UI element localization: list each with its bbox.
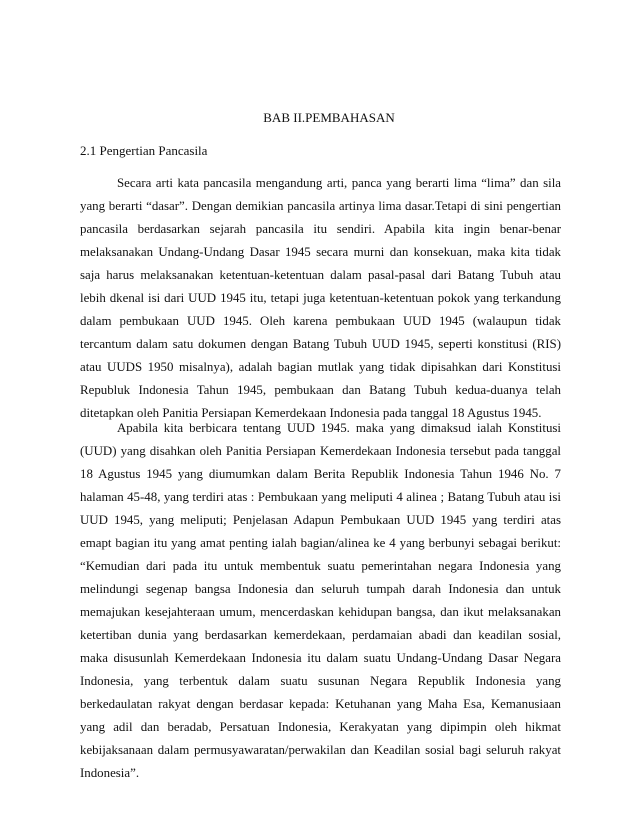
paragraph-1-block xyxy=(80,172,561,425)
chapter-title: BAB II.PEMBAHASAN xyxy=(263,110,395,125)
body-paragraph: Apabila kita berbicara tentang UUD 1945. maka yang dimaksud ialah Konstitusi (UUD) yang disahkan oleh Panitia Persiapan Kemerdekaan Indonesia tersebut pada tanggal 18 Agustus 1945 yang diumumkan dalam Berita Republik Indonesia Tahun 1946 No. 7 halaman 45-48, yang terdiri atas : Pembukaan yang meliputi 4 alinea ; Batang Tubuh atau isi UUD 1945, yang meliputi; Penjelasan Adapun Pembukaan UUD 1945 yang terdiri atas emapt bagian itu yang amat penting ialah bagian/alinea ke 4 yang berbunyi sebagai berikut: “Kemudian dari pada itu untuk membentuk suatu pemerintahan negara Indonesia yang melindungi segenap bangsa Indonesia dan seluruh tumpah darah Indonesia dan untuk memajukan kesejahteraan umum, mencerdaskan kehidupan bangsa, dan ikut melaksanakan ketertiban dunia yang berdasarkan kemerdekaan, perdamaian abadi dan keadilan sosial, maka disusunlah Kemerdekaan Indonesia itu dalam suatu Undang-Undang Dasar Negara Indonesia, yang terbentuk dalam suatu susunan Negara Republik Indonesia yang berkedaulatan rakyat dengan berdasar kepada: Ketuhanan yang Maha Esa, Kemanusiaan yang adil dan beradab, Persatuan Indonesia, Kerakyatan yang dipimpin oleh hikmat kebijaksanaan dalam permusyawaratan/perwakilan dan Keadilan sosial bagi seluruh rakyat Indonesia”. xyxy=(80,421,561,780)
section-heading: 2.1 Pengertian Pancasila xyxy=(80,143,208,158)
body-paragraph: Secara arti kata pancasila mengandung arti, panca yang berarti lima “lima” dan sila yang berarti “dasar”. Dengan demikian pancasila artinya lima dasar.Tetapi di sini pengertian pancasila berdasarkan sejarah pancasila itu sendiri. Apabila kita ingin benar-benar melaksanakan Undang-Undang Dasar 1945 secara murni dan konsekuan, maka kita tidak saja harus melaksanakan ketentuan-ketentuan dalam pasal-pasal dari Batang Tubuh atau lebih dkenal isi dari UUD 1945 itu, tetapi juga ketentuan-ketentuan pokok yang terkandung dalam pembukaan UUD 1945. Oleh karena pembukaan UUD 1945 (walaupun tidak tercantum dalam satu dokumen dengan Batang Tubuh UUD 1945, seperti konstitusi (RIS) atau UUDS 1950 misalnya), adalah bagian mutlak yang tidak dipisahkan dari Konstitusi Republuk Indonesia Tahun 1945, pembukaan dan Batang Tubuh kedua-duanya telah ditetapkan oleh Panitia Persiapan Kemerdekaan Indonesia pada tanggal 18 Agustus 1945. xyxy=(80,176,561,420)
paragraph-2-block xyxy=(80,417,561,785)
